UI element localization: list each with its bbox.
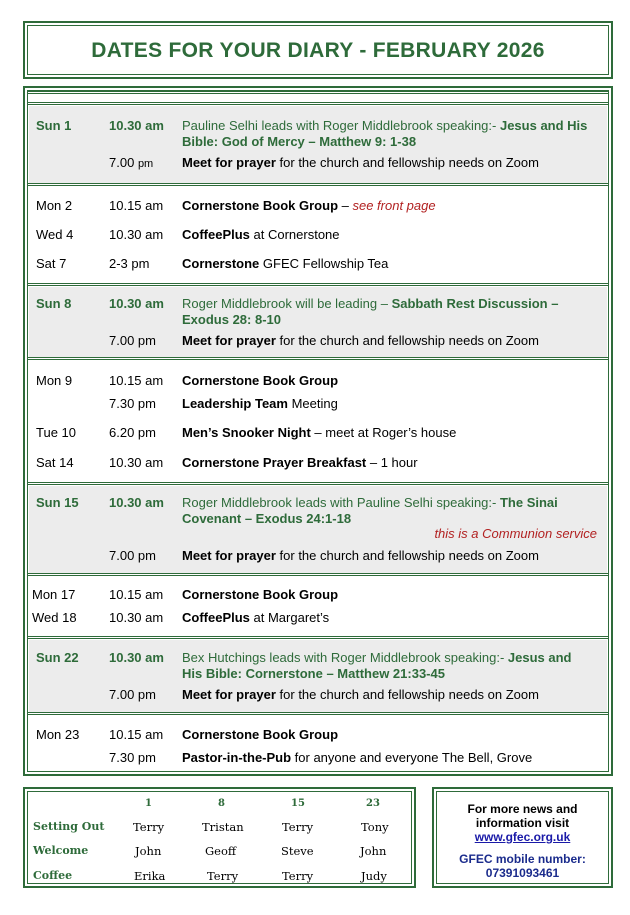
- event-title: Cornerstone Book Group: [182, 198, 339, 213]
- event-title: Cornerstone Book Group: [182, 373, 339, 388]
- event-time: 10.30 am: [109, 495, 164, 510]
- event-description: [182, 155, 539, 171]
- divider: [27, 91, 609, 94]
- event-time: 10.15 am: [109, 198, 164, 213]
- event-title: Sabbath Rest Discussion –: [391, 296, 559, 311]
- divider: [27, 357, 609, 360]
- event-description-text: Roger Middlebrook will be leading –: [182, 296, 392, 311]
- event-description-text: for the church and fellowship needs on Zoom: [275, 155, 539, 170]
- event-title: Meet for prayer: [182, 333, 276, 348]
- rota-name: Terry: [282, 869, 314, 883]
- event-description-text: Pauline Selhi leads with Roger Middlebrook speaking:-: [182, 118, 500, 133]
- event-time: 10.30 am: [109, 455, 164, 470]
- rota-name: Judy: [361, 869, 387, 883]
- event-title: The Sinai: [499, 495, 558, 510]
- event-description: [182, 256, 388, 272]
- event-title: Meet for prayer: [182, 687, 276, 702]
- event-title: Men’s Snooker Night: [182, 425, 311, 440]
- event-day: Sun 8: [36, 296, 72, 311]
- event-description: [182, 455, 418, 471]
- diary-box: [23, 86, 613, 776]
- event-day: Tue 10: [36, 425, 76, 440]
- event-description-text: Meeting: [287, 396, 338, 411]
- event-description: [182, 118, 587, 134]
- event-time: 7.00 pm: [109, 333, 156, 348]
- info-text: For more news and: [467, 802, 578, 816]
- event-day: Mon 2: [36, 198, 73, 213]
- divider: [27, 573, 609, 576]
- event-time: 10.30 am: [109, 118, 164, 133]
- rota-name: Terry: [207, 869, 239, 883]
- communion-note: this is a Communion service: [434, 526, 597, 541]
- info-text: information visit: [475, 816, 570, 830]
- event-description-text: for anyone and everyone The Bell, Grove: [291, 750, 533, 765]
- event-time: 7.00 pm: [109, 548, 156, 563]
- mobile-label: GFEC mobile number:: [459, 852, 586, 866]
- divider: [27, 482, 609, 485]
- event-description: [182, 610, 329, 626]
- event-title-cont: Covenant – Exodus 24:1-18: [182, 511, 352, 526]
- event-time-value: 7.00: [109, 155, 135, 170]
- info-box: [432, 787, 613, 888]
- rota-name: John: [135, 844, 162, 858]
- rota-col-header: 23: [366, 798, 380, 809]
- event-description-text: – 1 hour: [366, 455, 418, 470]
- event-title: CoffeePlus: [182, 610, 250, 625]
- event-description: [182, 227, 340, 243]
- event-description-text: Roger Middlebrook leads with Pauline Selhi speaking:-: [182, 495, 500, 510]
- rota-name: Terry: [282, 820, 314, 834]
- event-time: 10.30 am: [109, 650, 164, 665]
- event-title: Jesus and His: [499, 118, 588, 133]
- divider: [27, 636, 609, 639]
- event-day: Sun 15: [36, 495, 79, 510]
- event-description-text: GFEC Fellowship Tea: [259, 256, 389, 271]
- title-box: [23, 21, 613, 79]
- event-time: 10.30 am: [109, 610, 164, 625]
- event-description: [182, 396, 338, 412]
- event-title: Meet for prayer: [182, 548, 276, 563]
- rota-name: Steve: [281, 844, 314, 858]
- event-time: 10.30 am: [109, 227, 164, 242]
- event-time: 7.30 pm: [109, 396, 156, 411]
- event-description-text: – meet at Roger’s house: [310, 425, 457, 440]
- event-description: [182, 495, 558, 511]
- event-time-unit: pm: [137, 158, 154, 170]
- rota-row-label: Welcome: [33, 844, 89, 857]
- rota-name: Geoff: [205, 844, 237, 858]
- event-title: Cornerstone: [182, 256, 260, 271]
- event-title: Pastor-in-the-Pub: [182, 750, 292, 765]
- event-time: 10.30 am: [109, 296, 164, 311]
- event-description-text: for the church and fellowship needs on Zoom: [275, 548, 539, 563]
- event-description: [182, 198, 436, 214]
- event-day: Wed 4: [36, 227, 74, 242]
- event-day: Wed 18: [32, 610, 77, 625]
- divider: [27, 183, 609, 186]
- event-description: [182, 548, 539, 564]
- event-title: Cornerstone Book Group: [182, 587, 339, 602]
- rota-name: Terry: [133, 820, 165, 834]
- event-title: CoffeePlus: [182, 227, 250, 242]
- event-title-cont: Exodus 28: 8-10: [182, 312, 281, 327]
- event-title: Meet for prayer: [182, 155, 276, 170]
- event-description: [182, 296, 558, 312]
- event-description: [182, 750, 532, 766]
- divider: [27, 283, 609, 286]
- event-title-cont: His Bible: Cornerstone – Matthew 21:33-45: [182, 666, 445, 681]
- event-description-text: for the church and fellowship needs on Zoom: [275, 333, 539, 348]
- event-description: [182, 687, 539, 703]
- event-day: Mon 23: [36, 727, 80, 742]
- rota-name: John: [360, 844, 387, 858]
- event-time: 7.00 pm: [109, 687, 156, 702]
- event-description-text: Bex Hutchings leads with Roger Middlebrook speaking:-: [182, 650, 508, 665]
- event-time: 10.15 am: [109, 373, 164, 388]
- event-time: 6.20 pm: [109, 425, 156, 440]
- rota-row-label: Setting Out: [33, 820, 105, 833]
- website-link[interactable]: www.gfec.org.uk: [474, 830, 571, 844]
- event-dash: –: [338, 198, 353, 213]
- event-day: Mon 9: [36, 373, 73, 388]
- event-title-cont: Bible: God of Mercy – Matthew 9: 1-38: [182, 134, 417, 149]
- event-note: see front page: [352, 198, 436, 213]
- divider: [27, 712, 609, 715]
- rota-col-header: 15: [291, 798, 305, 809]
- event-day: Sat 7: [36, 256, 67, 271]
- event-day: Sun 1: [36, 118, 72, 133]
- event-time: 7.30 pm: [109, 750, 156, 765]
- event-day: Mon 17: [32, 587, 76, 602]
- rota-name: Tony: [361, 820, 389, 834]
- rota-name: Erika: [134, 869, 166, 883]
- event-day: Sun 22: [36, 650, 79, 665]
- event-title: Jesus and: [507, 650, 572, 665]
- event-description-text: at Cornerstone: [249, 227, 340, 242]
- event-description: [182, 425, 456, 441]
- event-day: Sat 14: [36, 455, 74, 470]
- rota-col-header: 8: [218, 798, 225, 809]
- event-description: [182, 333, 539, 349]
- event-title: Leadership Team: [182, 396, 288, 411]
- event-description: [182, 650, 571, 666]
- mobile-number: 07391093461: [485, 866, 560, 880]
- event-time: 10.15 am: [109, 727, 164, 742]
- page-title: DATES FOR YOUR DIARY - FEBRUARY 2026: [91, 39, 545, 62]
- rota-row-label: Coffee: [33, 869, 73, 882]
- event-title: Cornerstone Prayer Breakfast: [182, 455, 367, 470]
- event-title: Cornerstone Book Group: [182, 727, 339, 742]
- event-description-text: for the church and fellowship needs on Zoom: [275, 687, 539, 702]
- event-description-text: at Margaret’s: [249, 610, 330, 625]
- event-time: 10.15 am: [109, 587, 164, 602]
- rota-name: Tristan: [202, 820, 244, 834]
- event-time: 2-3 pm: [109, 256, 150, 271]
- rota-box: [23, 787, 416, 888]
- rota-col-header: 1: [145, 798, 152, 809]
- divider: [27, 102, 609, 105]
- event-time: [109, 155, 153, 172]
